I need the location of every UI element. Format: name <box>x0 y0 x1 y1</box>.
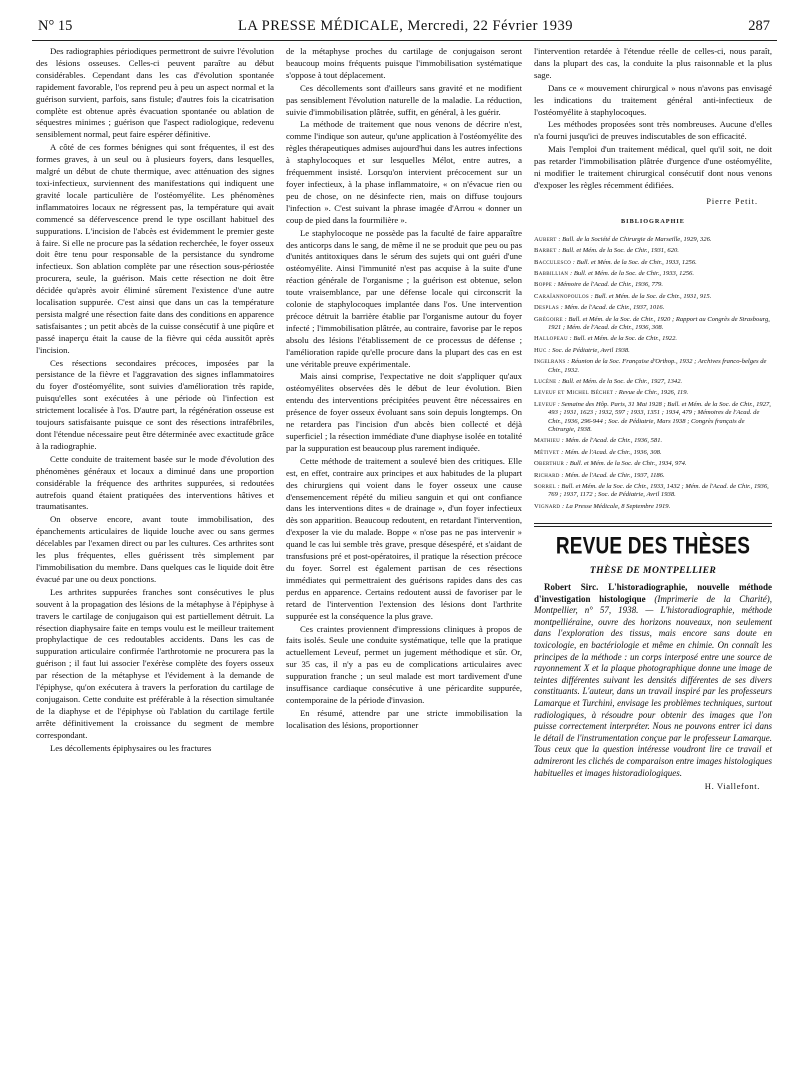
bibliography-reference: : Bull. et Mém. de la Soc. de Chir., 1934, 974. <box>565 460 687 468</box>
review-subtitle: THÈSE DE MONTPELLIER <box>589 565 717 577</box>
bibliography-reference: : Mém. de l'Acad. de Chir., 1937, 1186. <box>561 471 665 479</box>
bibliography-author: Vignard <box>534 502 561 510</box>
bibliography-author: Oberthur <box>534 460 565 468</box>
bibliography-author: Hallopeau <box>534 335 568 343</box>
paragraph: Dans ce « mouvement chirurgical » nous n'avons pas envisagé les indications du traitement général anti-infectieux de l'ostéomyélite à staphylocoques. <box>534 82 772 117</box>
bibliography-author: Barbet <box>534 247 557 255</box>
bibliography-author: Desplas <box>534 304 559 312</box>
journal-title: LA PRESSE MÉDICALE, Mercredi, 22 Février 1939 <box>238 18 574 34</box>
bibliography-author: Mathieu <box>534 437 561 445</box>
section-divider <box>534 523 772 524</box>
paragraph: Le staphylocoque ne possède pas la faculté de faire apparaître des anticorps dans le sang, de même il ne se produit que peu ou pas d'unités antitoxiques dans le sérum des sujets qui ont guéri d'une ostéomyélite. Ainsi l'immunité n'est pas acquise à la suite d'une réaction générale de l'organisme ; la guérison est obtenue, selon toute vraisemblance, par une défense locale qui circonscrit la colonie de staphylocoques implantée dans l'os. Une intervention précoce détruit la barrière établie par l'organisme autour du foyer infecté ; l'immobilisation plâtrée, au contraire, favorise par le repos absolu des lésions l'établissement de ce processus de défense ; l'amélioration rapide qu'elle procure dans la plupart des cas en est une véritable preuve expérimentale. <box>286 227 522 369</box>
bibliography-entry <box>534 358 772 375</box>
bibliography-reference: : Soc. de Pédiatrie, Avril 1938. <box>548 346 630 354</box>
page-number: 287 <box>748 18 770 34</box>
paragraph: Des radiographies périodiques permettront de suivre l'évolution des lésions osseuses. Celles-ci peuvent paraître au début considérables. Cependant dans les cas d'évolution spontanée rapidement favorable, l'os reprend peu à peu un aspect normal et la guérison survient, parfois, sans fistule; d'autres fois la cicatrisation complète est obtenue après évacuation spontanée ou ablation de séquestres minimes ; guérison que l'aspect radiologique, redevenu sensiblement normal, peut faire espérer définitive. <box>36 46 274 140</box>
paragraph: Cette méthode de traitement a soulevé bien des critiques. Elle est, en effet, contraire aux principes et aux habitudes de la plupart des chirurgiens qui voient dans le foyer osseux une cause d'ensemencement répété du milieu sanguin et qui ont confiance dans les interventions dites « de drainage », d'un foyer infectieux dès son apparition. Beaucoup redoutent, en retardant l'intervention, d'exposer la vie du malade. Boppe « n'ose pas ne pas intervenir » quand le cas lui semble très grave, presque désespéré, et s'aidant de transfusions pré et post-opératoires, il pratique la résection précoce du foyer. Sorrel est également partisan de ces résections immédiates qui permettraient des guérisons rapides dans des cas perdus en apparence. Certains redoutent aussi de favoriser par le retard de l'intervention l'extension des lésions dont l'arthrite suppurée est la conséquence la plus grave. <box>286 455 522 621</box>
bibliography-entry <box>534 437 772 445</box>
bibliography-entry <box>534 270 772 278</box>
bibliography-author: Métivet <box>534 448 560 456</box>
paragraph: Mais ainsi comprise, l'expectative ne doit s'appliquer qu'aux ostéomyélites observées dès le début de leur évolution. Bien entendu des interventions précipitées peuvent être nécessaires en présence de foyer osseux évoluant sans soin depuis longtemps. On ne retardera pas l'incision d'un abcès bien collecté et déjà superficiel ; la résection immédiate d'une diaphyse isolée en totalité par la suppuration est beaucoup plus rarement indiquée. <box>286 371 522 453</box>
bibliography-reference: : Semaine des Hôp. Paris, 31 Mai 1928 ; Bull. et Mém. de la Soc. de Chir., 1927, 493 ; 1931, 1623 ; 1932, 597 ; 1933, 1351 ; 1934, 479 ; Mémoires de l'Acad. de Chir., 1936, 296-944 ; Soc. de Pédiatrie, Mars 1938 ; Congrès français de Chirurgie, 1938. <box>548 400 771 433</box>
bibliography-entry <box>534 259 772 267</box>
bibliography-author: Leveuf <box>534 400 556 408</box>
paragraph: Les décollements épiphysaires ou les fractures <box>50 742 212 753</box>
review-lead: Robert Sirc. L'historadiographie, nouvelle méthode d'investigation histologique <box>534 582 772 604</box>
bibliography-author: Ingelrans <box>534 358 566 366</box>
bibliography-entry <box>534 281 772 289</box>
bibliography-entry <box>534 389 772 397</box>
bibliography-author: Huc <box>534 346 547 354</box>
review-text: (Imprimerie de la Charité), Montpellier, n° 57, 1938. — L'historadiographie, méthode montpelliéraine, ouvre des horizons nouveaux, non seulement dans l'exploration des tissus, mais encore sans doute en toxicologie, en bactériologie et même en chimie. On connaît les principes de la méthode : un corps interposé entre une source de rayonnement X et la plaque photographique donne une image de teintes différentes suivant les densités différentes de ses divers constituants. L'auteur, dans un travail inspiré par les professeurs Lamarque et Turchini, envisage les problèmes techniques, surtout radiologiques, à résoudre pour obtenir des images que l'on puisse correctement interpréter. Nous ne pouvons entrer ici dans le détail de l'instrumentation conçue par le professeur Lamarque. Tous ceux que la question intéresse voudront lire ce travail et admireront les clichés de comparaison entre images histologiques habituelles et images historadiologiques. <box>534 593 773 778</box>
bibliography-entry <box>534 236 772 244</box>
paragraph: Les arthrites suppurées franches sont consécutives le plus souvent à la propagation des lésions de la métaphyse à l'épiphyse à travers le cartilage de conjugaison qui est partiellement détruit. La résection diaphysaire faite en temps voulu est le meilleur traitement prophylactique de ces redoutables accidents. Dans les cas de suppuration articulaire confirmée l'arthrotomie ne procurera pas la guérison ; il faut lui associer l'exérèse complète des foyers osseux par résection de la métaphyse et l'évidement à la demande de l'épiphyse, qu'on exécutera à travers la perforation du cartilage de conjugaison. Cette conduite est préférable à la résection simultanée de la diaphyse et de l'épiphyse où l'ablation du cartilage fertile arrête définitivement la croissance du segment de membre correspondant. <box>36 586 274 740</box>
bibliography-reference: : Bull. et Mém. de la Soc. de Chir., 1931, 620. <box>558 247 679 255</box>
bibliography-entry <box>534 449 772 457</box>
bibliography-reference: : Revue de Chir., 1926, 119. <box>614 389 689 397</box>
bibliography-heading: BIBLIOGRAPHIE <box>621 217 685 225</box>
column-2 <box>286 46 522 733</box>
bibliography-author: Lucène <box>534 377 557 385</box>
paragraph: Cette conduite de traitement basée sur le mode d'évolution des phénomènes généraux et locaux a diminué dans une proportion considérable la fréquence des arthrites suppurées, si redoutées autrefois quand étaient pratiquées des interventions hâtives et traumatisantes. <box>36 453 274 512</box>
bibliography-reference: : Bull. et Mém. de la Soc. de Chir., 1933, 1256. <box>572 258 697 266</box>
paragraph: A côté de ces formes bénignes qui sont fréquentes, il est des formes graves, à un seul ou à plusieurs foyers, dans lesquelles, malgré un début de chute thermique, avec atténuation des signes toxi-infectieux, surviennent des manifestations qui indiquent une gravité locale particulière de l'ostéomyélite. Les phénomènes inflammatoires locaux ne régressent pas, la température qui avait commencé sa défervescence prend le type oscillant habituel des suppurations. L'incision de l'abcès est évidemment le premier geste à faire. Si elle ne procure pas la sédation recherchée, le foyer osseux doit être tenu pour responsable de la persistance du syndrome infectieux. Son ablation complète par une résection sous-périostée procurera, seule, la guérison. Mais cette résection ne doit être décidée qu'après avoir éliminé sûrement l'existence d'une autre localisation suppurée. C'est ainsi que dans un cas la température persista malgré une résection faite dans des conditions en apparence satisfaisantes ; un petit abcès de la cuisse consécutif à une piqûre et passé inaperçu était la cause de la fièvre qui céda aussitôt après l'incision. <box>36 142 274 355</box>
bibliography-entry <box>534 472 772 480</box>
section-divider <box>534 526 772 527</box>
paragraph: de la métaphyse proches du cartilage de conjugaison seront beaucoup moins fréquents puisque l'immobilisation systématique s'oppose à tout déplacement. <box>286 46 522 80</box>
paragraph: Les méthodes proposées sont très nombreuses. Aucune d'elles n'a fourni jusqu'ici de preuves indiscutables de son efficacité. <box>534 119 772 142</box>
paragraph: l'intervention retardée à l'étendue réelle de celles-ci, nous paraît, dans la plupart des cas, la conduite la plus raisonnable et la plus sage. <box>534 46 772 80</box>
paragraph: Ces craintes proviennent d'impressions cliniques à propos de faits isolés. Seule une conduite systématique, telle que la pratique actuellement Leveuf, permet un jugement méthodique et sûr. Or, sur 35 cas, il n'y a pas eu de complications articulaires avec suppuration franche ; un seul malade est mort tardivement d'une insuffisance cardiaque consécutive à une péricardite suppurée, contemporaine de la période d'invasion. <box>286 623 522 705</box>
bibliography-reference: : Bull. et Mém. de la Soc. de Chir., 1933, 1432 ; Mém. de l'Acad. de Chir., 1936, 769 ; 1937, 1172 ; Soc. de Pédiatrie, Avril 1938. <box>548 483 769 499</box>
review-signature: H. Viallefont. <box>704 781 760 792</box>
bibliography-author: Boppe <box>534 281 553 289</box>
bibliography-author: Bacculesco <box>534 258 572 266</box>
bibliography-reference: : Bull. de la Société de Chirurgie de Marseille, 1929, 326. <box>558 235 712 243</box>
bibliography-reference: : Bull. et Mém. de la Soc. de Chir., 1931, 915. <box>590 292 712 300</box>
page-header <box>28 18 778 38</box>
bibliography-entry <box>534 335 772 343</box>
bibliography-entry <box>534 460 772 468</box>
article-signature: Pierre Petit. <box>706 196 758 206</box>
paragraph: Mais l'emploi d'un traitement médical, quel qu'il soit, ne doit pas retarder l'immobilisation plâtrée d'urgence d'une ostéomyélite, ni modifier le traitement chirurgical consécutif dont nous venons d'exposer les règles récemment édifiées. <box>534 144 772 190</box>
bibliography-entry <box>534 483 772 500</box>
paragraph: Ces résections secondaires précoces, imposées par la persistance de la fièvre et l'aggravation des signes inflammatoires du foyer d'ostéomyélite, sont suivies d'amélioration très rapide, puisqu'elles sont exécutées à une période où l'infection est strictement localisée à l'os. D'autre part, la régénération osseuse est toujours satisfaisante puisque ce sont des résections intrafébriles, dont l'étendue nécessaire peut être déterminée avec exactitude grâce à la radiographie. <box>36 357 274 451</box>
bibliography-reference: : Mém. de l'Acad. de Chir., 1936, 308. <box>561 448 662 456</box>
bibliography-reference: : Mémoire de l'Acad. de Chir., 1936, 779. <box>553 281 663 289</box>
bibliography-reference: : La Presse Médicale, 8 Septembre 1919. <box>561 502 671 510</box>
review-body <box>534 582 772 779</box>
bibliography-reference: : Réunion de la Soc. Française d'Orthop., 1932 ; Archives franco-belges de Chir., 1932. <box>548 358 767 374</box>
review-title: REVUE DES THÈSES <box>555 533 751 560</box>
bibliography-list <box>534 236 772 512</box>
bibliography-entry <box>534 304 772 312</box>
bibliography-reference: : Mém. de l'Acad. de Chir., 1937, 1016. <box>560 304 665 312</box>
bibliography-reference: : Bull. et Mém. de la Soc. de Chir., 1922. <box>569 335 678 343</box>
bibliography-author: Caraïannopoulos <box>534 292 590 300</box>
bibliography-reference: : Bull. et Mém. de la Soc. de Chir., 1933, 1256. <box>570 269 694 277</box>
bibliography-author: Richard <box>534 471 560 479</box>
bibliography-author: Leveuf et Michel Béchet <box>534 389 614 397</box>
bibliography-entry <box>534 293 772 301</box>
bibliography-reference: : Mém. de l'Acad. de Chir., 1936, 581. <box>561 437 663 445</box>
bibliography-entry <box>534 347 772 355</box>
bibliography-author: Aubert <box>534 235 557 243</box>
bibliography-entry <box>534 247 772 255</box>
column-3 <box>534 46 772 793</box>
paragraph: Ces décollements sont d'ailleurs sans gravité et ne modifient pas sensiblement l'évolution naturelle de la maladie. La réduction, suivie d'immobilisation plâtrée, suffit, en général, à les guérir. <box>286 82 522 117</box>
bibliography-author: Sorrel <box>534 483 556 491</box>
bibliography-reference: : Bull. et Mém. de la Soc. de Chir., 1920 ; Rapport au Congrès de Strasbourg, 1921 ; Mém. de l'Acad. de Chir., 1936, 308. <box>548 315 770 331</box>
bibliography-reference: : Bull. et Mém. de la Soc. de Chir., 1927, 1342. <box>558 377 683 385</box>
bibliography-entry <box>534 503 772 511</box>
issue-number: N° 15 <box>38 18 73 34</box>
paragraph: On observe encore, avant toute immobilisation, des épanchements articulaires de liquide louche avec ou sans germes décelables par l'examen direct ou par les cultures. Ces arthrites sont les plus fréquentes, elles guérissent très simplement par l'immobilisation du membre. Dans quelques cas le liquide doit être évacué par une ou deux ponctions. <box>36 514 274 584</box>
paragraph: En résumé, attendre par une stricte immobilisation la localisation des lésions, proportionner <box>286 707 522 730</box>
paragraph: La méthode de traitement que nous venons de décrire n'est, comme l'indique son auteur, qu'une application à l'ostéomyélite des règles thérapeutiques admises aujourd'hui dans les autres infections à staphylocoques et sur lesquelles Mélot, entre autres, a fréquemment insisté. Lorsqu'on intervient précocement sur un foyer infectieux, à la phase inflammatoire, « on n'évacue rien ou peu de chose, on ne désinfecte rien, mais on diffuse toujours l'infection ». C'est suivant la phrase imagée d'Arrou « donner un coup de pied dans la fourmilière ». <box>286 119 522 225</box>
bibliography-author: Babbillian <box>534 269 569 277</box>
header-rule <box>32 40 777 41</box>
column-1 <box>36 46 274 755</box>
bibliography-entry <box>534 401 772 435</box>
bibliography-entry <box>534 378 772 386</box>
bibliography-author: Grégoire <box>534 315 563 323</box>
bibliography-entry <box>534 316 772 333</box>
